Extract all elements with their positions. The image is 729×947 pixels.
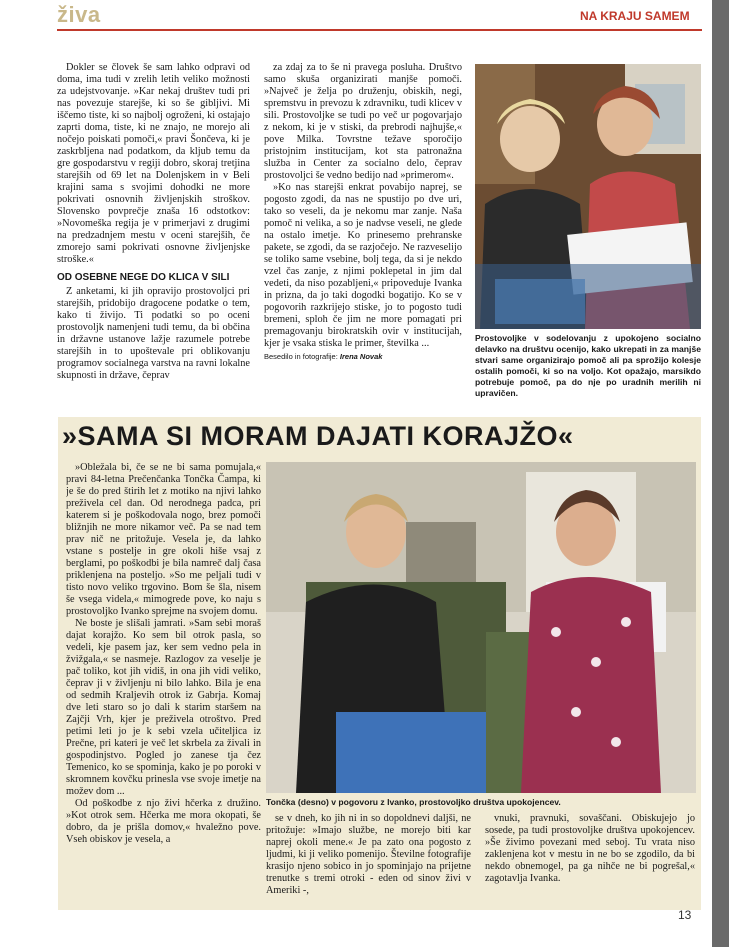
- paragraph: Dokler se človek še sam lahko odpravi od doma, ima tudi v zrelih letih veliko možnosti za udejstvovanje. »Kar nekaj društev tudi pri nas povezuje starejše, ki so še gibljivi. Mi iščemo tiste, ki so najbolj ogroženi, ki ostajajo zaprti doma, tiste, ki ne znajo, ne morejo ali nočejo poiskati pomoči,« pravi Šončeva, ki je zaskrbljena nad podatkom, da kljub temu da gre gospodarstvu v regiji dobro, skoraj tretjina starejših od 69 let na Dolenjskem in v Beli krajini sama s svojimi dohodki ne more pokrivati osnovnih življenjskih stroškov. Slovensko povprečje znaša 16 odstotkov: »Novomeška regija je v primerjavi z drugimi na predzadnjem mestu v oceni starejših, če zmorejo sami pokrivati osnovne življenjske stroške.«: [57, 62, 250, 265]
- paragraph: Z anketami, ki jih opravijo prostovoljci pri starejših, pridobijo dragocene podatke o tem, kako ti živijo. Ti podatki so po oceni prostovoljk namenjeni tudi temu, da bi občina in državne ustanove lažje razumele potrebe starejših in to upoštevale pri oblikovanju programov socialnega varstva na ravni lokalne skupnosti in države, čeprav: [57, 286, 250, 381]
- viewer-edge: [712, 0, 729, 947]
- feature-title: »SAMA SI MORAM DAJATI KORAJŽO«: [62, 421, 574, 451]
- feature-column-3: [485, 813, 695, 905]
- feature-column-1: [66, 462, 261, 904]
- paragraph: »Ko nas starejši enkrat povabijo naprej, se pogosto zgodi, da nas ne spustijo po dve uri, tako so veseli, da je nekomu mar zanje. Naša pomoč ni velika, a so je nadvse veseli, ne glede na ostalo imetje. Ko prinesemo prehranske pakete, se zgodi, da se razjočejo. Ne razveselijo se toliko same vsebine, bolj tega, da si je nekdo vzel čas zanje, z njimi poklepetal in jim dal vedeti, da niso pozabljeni,« pripoveduje Ivanka in prizna, da jo taki dogodki bogatijo. Ko se v pogovorih razkrijejo stiske, jo to pogosto tudi bremeni, sploh če jim ne more pomagati pri premagovanju birokratskih ovir v institucijah, kjer je vsaka stiska le primer, številka ...: [264, 182, 462, 349]
- paragraph: »Obležala bi, če se ne bi sama pomujala,« pravi 84-letna Prečenčanka Tončka Čampa, ki je še do pred štirih let z motiko na njivi lahko preživela cel dan. Od nerodnega padca, pri katerem si je poškodovala nogo, brez pomoči bližnjih ne more nikamor več. Pa se nad tem prav nič ne pritožuje. Vesela je, da lahko vstane s postelje in gre okoli hiše vsaj z berglami, po poškodbi je bila namreč dalj časa priklenjena na posteljo. »So me peljali tudi v tisto novo veliko trgovino. Bom še šla, nisem še vsega videla,« mimogrede pove, ko naju s prostovoljko Ivanko sprejme na svojem domu.: [66, 462, 261, 617]
- tonchka-photo-caption: Tončka (desno) v pogovoru z Ivanko, prostovoljko društva upokojencev.: [266, 797, 561, 807]
- page-number: 13: [678, 908, 692, 922]
- top-article-column-2: [264, 62, 462, 404]
- top-article-column-1: [57, 62, 250, 402]
- feature-column-2: [266, 813, 471, 905]
- subheading: OD OSEBNE NEGE DO KLICA V SILI: [57, 272, 230, 283]
- rubric-label: NA KRAJU SAMEM: [580, 9, 690, 23]
- credit-author: Irena Novak: [339, 352, 383, 361]
- header-rule: [57, 29, 702, 31]
- paragraph: vnuki, pravnuki, sovaščani. Obiskujejo jo sosede, pa tudi prostovoljke društva upokojencev. »Še živimo povezani med seboj. Tu vrata niso zaklenjena kot v mestu in ne bo se zgodilo, da bi nekdo obnemogel, pa ga nihče ne bi pogrešal,« zagotavlja Ivanka.: [485, 813, 695, 884]
- volunteers-photo-caption: Prostovoljke v sodelovanju z upokojeno socialno delavko na društvu ocenijo, kako ukrepati in za manjše stvari same organizirajo pomoč ali pa sprožijo kolesje ostalih pomoči, ki so na voljo. Kot opažajo, marsikdo potrebuje pomoč, pa do nje po uradnih merilih ni upravičen.: [475, 333, 701, 398]
- tonchka-photo-image: [266, 462, 696, 793]
- volunteers-photo-image: [475, 64, 701, 329]
- paragraph: za zdaj za to še ni pravega posluha. Društvo samo skuša organizirati manjše pomoči. »Največ je želja po druženju, obiskih, negi, spremstvu in prevozu k zdravniku, tudi klicev v sili. Prostovoljke se tudi po več ur pogovarjajo z nekom, ki je v stiski, da prebrodi najhujše,« pove Milka. Tovrstne težave sporočijo pristojnim institucijam, kot sta patronažna služba in Center za socialno delo, čeprav prostovoljci še vedno bedijo nad »primerom«.: [264, 62, 462, 181]
- paragraph: Ne boste je slišali jamrati. »Sam sebi moraš dajat korajžo. Ko sem bil otrok pasla, so vedeli, kje pasem jaz, ker sem vedno pela in žvižgala,« se nasmeje. Razlogov za veselje je pač toliko, kot jih vidiš, in ona jih vidi veliko, čeprav ji v življenju ni bilo lahko. Bila je ena od sedmih Kraljevih otrok iz Gabrja. Komaj dve leti staro so jo dali k starim staršem na Zajčji Vrh, kjer je preživela otroštvo. Pred petimi leti jo je k sebi vzela učiteljica iz Prečne, pri kateri je več let skrbela za živali in gospodinjstvo. Pogled jo zanese tja čez Temenico, ko se spominja, kako je po poroki v skromnem kovčku prinesla vse svoje imetje na možev dom ...: [66, 618, 261, 797]
- photo-credit: [264, 352, 462, 362]
- section-label: živa: [57, 2, 101, 27]
- paragraph: se v dneh, ko jih ni in so dopoldnevi daljši, ne pritožuje: »Imajo službe, ne morejo biti kar naprej okoli mene.« Je pa zato ona pogosto z ljudmi, ki ji veliko pomenijo. Številne fotografije krasijo njeno sobico in jo spominjajo na prijetne trenutke s tremi otroki - eden od sinov živi v Ameriki -,: [266, 813, 471, 896]
- paragraph: Od poškodbe z njo živi hčerka z družino. »Kot otrok sem. Hčerka me mora okopati, še dobro, da je prišla domov,« hvaležno pove. Vseh obiskov je vesela, a: [66, 798, 261, 845]
- volunteers-photo: [475, 64, 701, 329]
- credit-label: Besedilo in fotografije:: [264, 352, 340, 361]
- tончka-photo: [266, 462, 696, 793]
